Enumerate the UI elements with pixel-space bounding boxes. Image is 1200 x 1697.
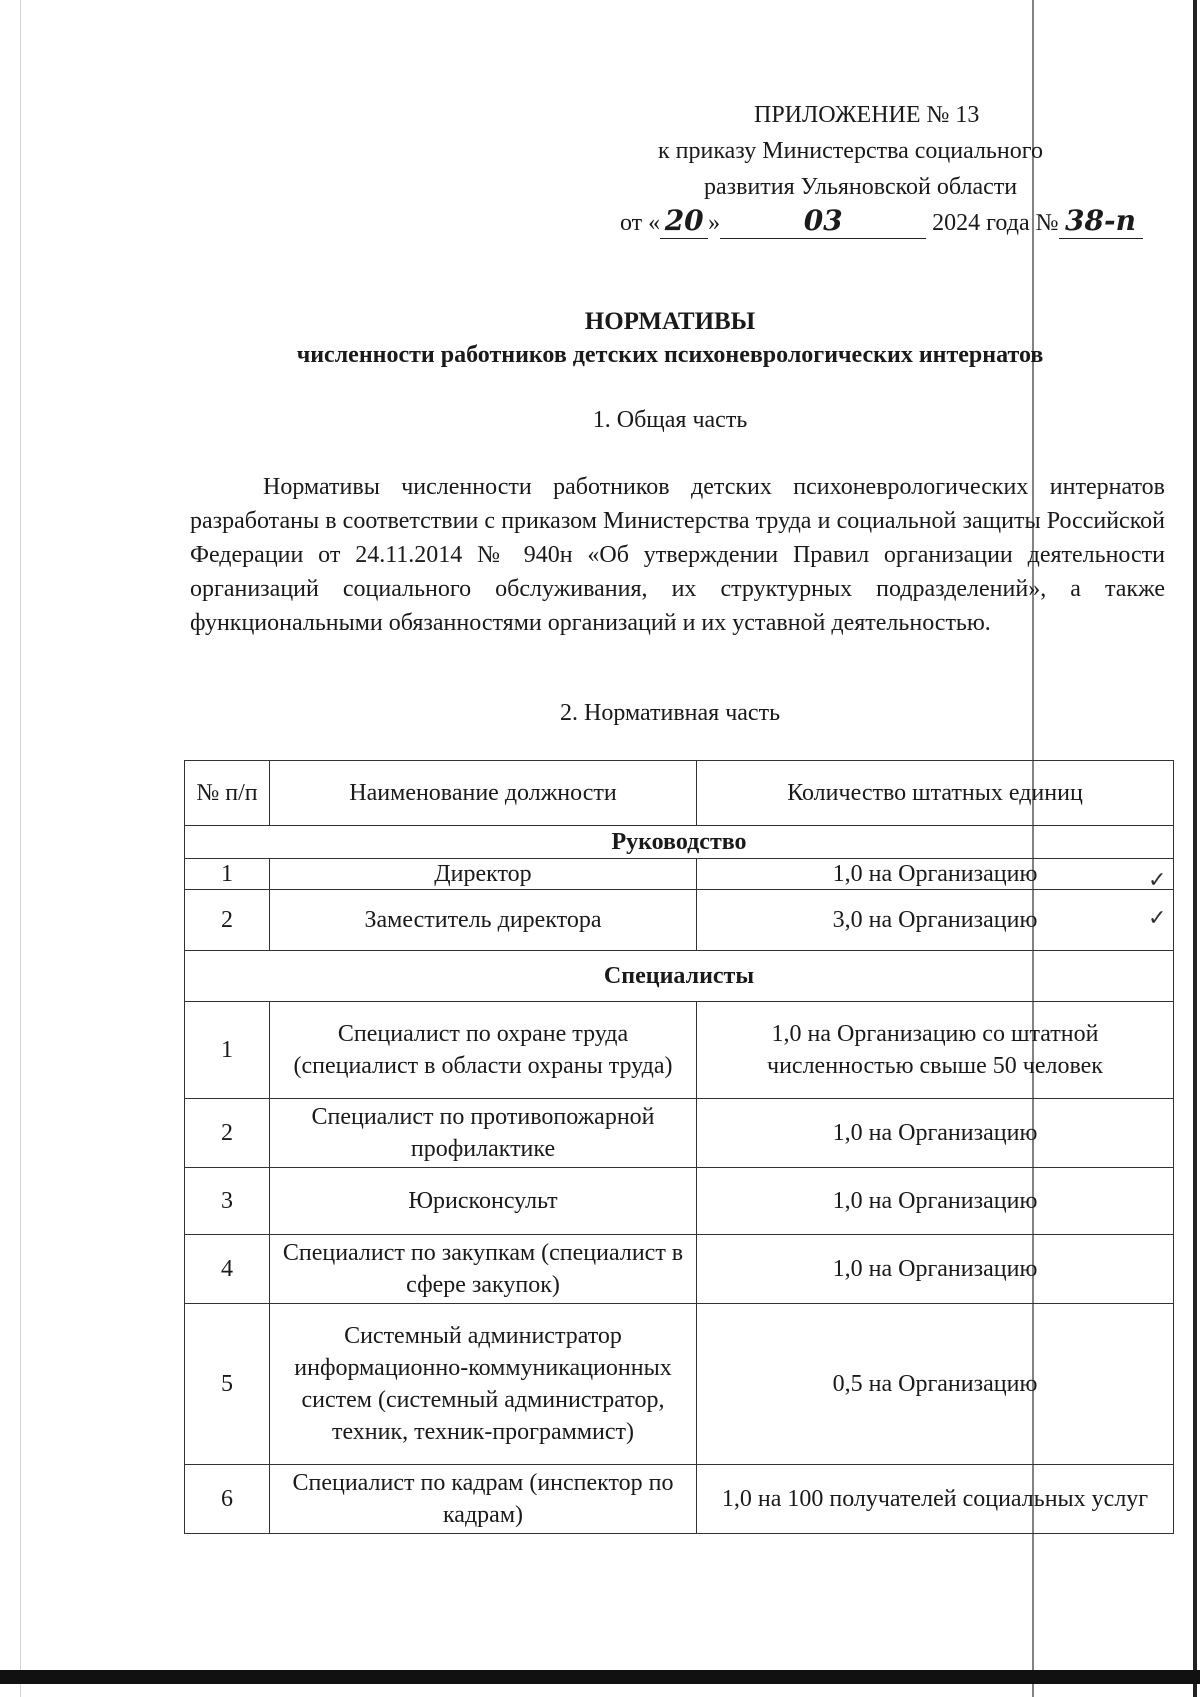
date-day: 20 <box>664 204 704 237</box>
row-number: 2 <box>185 1099 270 1168</box>
appendix-order-ref: к приказу Министерства социального <box>658 138 1043 164</box>
row-position: Специалист по кадрам (инспектор по кадрам) <box>270 1465 697 1534</box>
header-position: Наименование должности <box>270 761 697 826</box>
row-count: 1,0 на Организацию со штатной численностью свыше 50 человек <box>697 1002 1174 1099</box>
table-row <box>185 1168 1174 1235</box>
row-count: 1,0 на Организацию <box>697 1235 1174 1304</box>
row-number: 1 <box>185 859 270 890</box>
order-number: 38-п <box>1065 204 1136 237</box>
appendix-date-line <box>620 206 1143 239</box>
group-row-specialists <box>185 951 1174 1002</box>
row-count: 1,0 на Организацию <box>697 859 1174 890</box>
check-mark-icon: ✓ <box>1148 868 1167 893</box>
document-title: НОРМАТИВЫ <box>584 308 756 335</box>
check-mark-icon: ✓ <box>1148 906 1167 931</box>
row-number: 1 <box>185 1002 270 1099</box>
header-number: № п/п <box>185 761 270 826</box>
header-count: Количество штатных единиц <box>697 761 1174 826</box>
row-position: Юрисконсульт <box>270 1168 697 1235</box>
table-row <box>185 1002 1174 1099</box>
row-count: 1,0 на Организацию <box>697 1099 1174 1168</box>
date-quote-close: » <box>708 210 721 236</box>
general-paragraph: Нормативы численности работников детских психоневрологических интернатов разработаны в соответствии с приказом Министерства труда и социальной защиты Российской Федерации от 24.11.2014 № 940н «Об утверждении Правил организации деятельности организаций социального обслуживания, их структурных подразделений», а также функциональными обязанностями организаций и их уставной деятельностью. <box>190 474 1165 636</box>
row-position: Специалист по охране труда (специалист в области охраны труда) <box>270 1002 697 1099</box>
row-position: Специалист по противопожарной профилактике <box>270 1099 697 1168</box>
row-count: 1,0 на 100 получателей социальных услуг <box>697 1465 1174 1534</box>
norms-table <box>184 760 1174 1534</box>
section-normative-heading: 2. Нормативная часть <box>559 700 781 726</box>
row-count: 1,0 на Организацию <box>697 1168 1174 1235</box>
row-position: Специалист по закупкам (специалист в сфере закупок) <box>270 1235 697 1304</box>
table-row <box>185 1304 1174 1465</box>
appendix-ministry: развития Ульяновской области <box>704 174 1018 200</box>
row-position: Системный администратор информационно-коммуникационных систем (системный администратор, техник, техник-программист) <box>270 1304 697 1465</box>
row-count: 3,0 на Организацию <box>697 890 1174 951</box>
row-number: 5 <box>185 1304 270 1465</box>
row-number: 6 <box>185 1465 270 1534</box>
row-number: 4 <box>185 1235 270 1304</box>
group-row-management <box>185 826 1174 859</box>
document-subtitle: численности работников детских психоневрологических интернатов <box>296 342 1044 368</box>
row-position: Директор <box>270 859 697 890</box>
table-row <box>185 890 1174 951</box>
row-number: 3 <box>185 1168 270 1235</box>
date-month: 03 <box>803 204 843 237</box>
group-title: Руководство <box>185 826 1174 859</box>
table-row <box>185 1465 1174 1534</box>
date-year: 2024 года № <box>932 210 1059 236</box>
table-row <box>185 859 1174 890</box>
table-row <box>185 1099 1174 1168</box>
table-row <box>185 1235 1174 1304</box>
row-count: 0,5 на Организацию <box>697 1304 1174 1465</box>
section-general-heading: 1. Общая часть <box>592 407 748 433</box>
table-header-row <box>185 761 1174 826</box>
scan-artifact-bottom-edge <box>0 1670 1200 1684</box>
scan-artifact-right-edge <box>1193 0 1197 1697</box>
group-title: Специалисты <box>185 951 1174 1002</box>
date-prefix: от « <box>620 210 661 236</box>
scan-artifact-left <box>20 0 21 1697</box>
row-number: 2 <box>185 890 270 951</box>
appendix-number: ПРИЛОЖЕНИЕ № 13 <box>754 102 980 128</box>
row-position: Заместитель директора <box>270 890 697 951</box>
